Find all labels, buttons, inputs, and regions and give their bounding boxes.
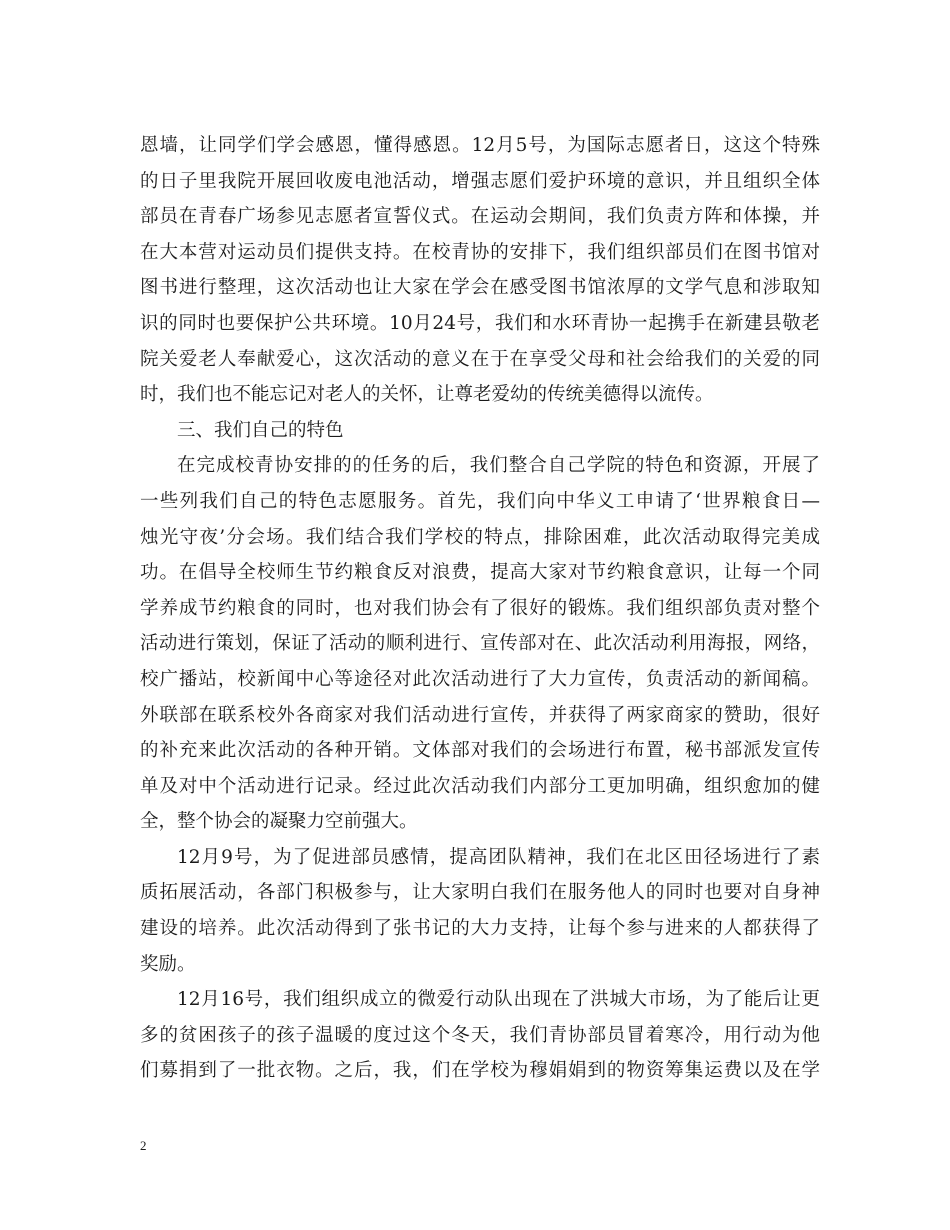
text-line: 全，整个协会的凝聚力空前强大。 bbox=[140, 811, 418, 833]
text-line: 在完成校青协安排的的任务的后，我们整合自己学院的特色和资源，开展了 bbox=[177, 455, 820, 477]
text-line: 功。在倡导全校师生节约粮食反对浪费，提高大家对节约粮食意识，让每一个同 bbox=[140, 562, 820, 584]
text-line: 部员在青春广场参见志愿者宣誓仪式。在运动会期间，我们负责方阵和体操，并 bbox=[140, 206, 820, 228]
text-line: 的日子里我院开展回收废电池活动，增强志愿们爱护环境的意识，并且组织全体 bbox=[140, 170, 820, 192]
text-line: 恩墙，让同学们学会感恩，懂得感恩。12月5号，为国际志愿者日，这这个特殊 bbox=[140, 135, 820, 156]
text-line: 建设的培养。此次活动得到了张书记的大力支持，让每个参与进来的人都获得了 bbox=[140, 918, 820, 940]
text-line: 质拓展活动，各部门积极参与，让大家明白我们在服务他人的同时也要对自身神 bbox=[140, 882, 820, 904]
text-line: 时，我们也不能忘记对老人的关怀，让尊老爱幼的传统美德得以流传。 bbox=[140, 384, 714, 406]
section-heading: 三、我们自己的特色 bbox=[177, 419, 344, 441]
text-line: 在大本营对运动员们提供支持。在校青协的安排下，我们组织部员们在图书馆对 bbox=[140, 241, 820, 263]
text-line: 院关爱老人奉献爱心，这次活动的意义在于在享受父母和社会给我们的关爱的同 bbox=[140, 348, 820, 370]
text-line: 学养成节约粮食的同时，也对我们协会有了很好的锻炼。我们组织部负责对整个 bbox=[140, 597, 820, 619]
text-line: 12月9号，为了促进部员感情，提高团队精神，我们在北区田径场进行了素 bbox=[177, 846, 820, 868]
text-line: 校广播站，校新闻中心等途径对此次活动进行了大力宣传，负责活动的新闻稿。 bbox=[140, 668, 820, 690]
text-line: 们募捐到了一批衣物。之后，我，们在学校为穆娟娟到的物资筹集运费以及在学 bbox=[140, 1060, 820, 1082]
text-line: 12月16号，我们组织成立的微爱行动队出现在了洪城大市场，为了能后让更 bbox=[177, 989, 820, 1011]
text-line: 的补充来此次活动的各种开销。文体部对我们的会场进行布置，秘书部派发宣传 bbox=[140, 740, 820, 762]
text-line: 单及对中个活动进行记录。经过此次活动我们内部分工更加明确，组织愈加的健 bbox=[140, 775, 820, 797]
page-number: 2 bbox=[140, 1138, 147, 1153]
document-body bbox=[140, 128, 820, 1089]
text-line: 烛光守夜’分会场。我们结合我们学校的特点，排除困难，此次活动取得完美成 bbox=[140, 526, 820, 548]
text-line: 图书进行整理，这次活动也让大家在学会在感受图书馆浓厚的文学气息和涉取知 bbox=[140, 277, 820, 299]
text-line: 外联部在联系校外各商家对我们活动进行宣传，并获得了两家商家的赞助，很好 bbox=[140, 704, 820, 726]
text-line: 活动进行策划，保证了活动的顺利进行、宣传部对在、此次活动利用海报，网络， bbox=[140, 633, 820, 655]
text-line: 多的贫困孩子的孩子温暖的度过这个冬天，我们青协部员冒着寒冷，用行动为他 bbox=[140, 1024, 820, 1046]
text-line: 奖励。 bbox=[140, 953, 196, 975]
text-line: 识的同时也要保护公共环境。10月24号，我们和水环青协一起携手在新建县敬老 bbox=[140, 312, 820, 334]
text-line: 一些列我们自己的特色志愿服务。首先，我们向中华义工申请了‘世界粮食日— bbox=[140, 490, 820, 512]
